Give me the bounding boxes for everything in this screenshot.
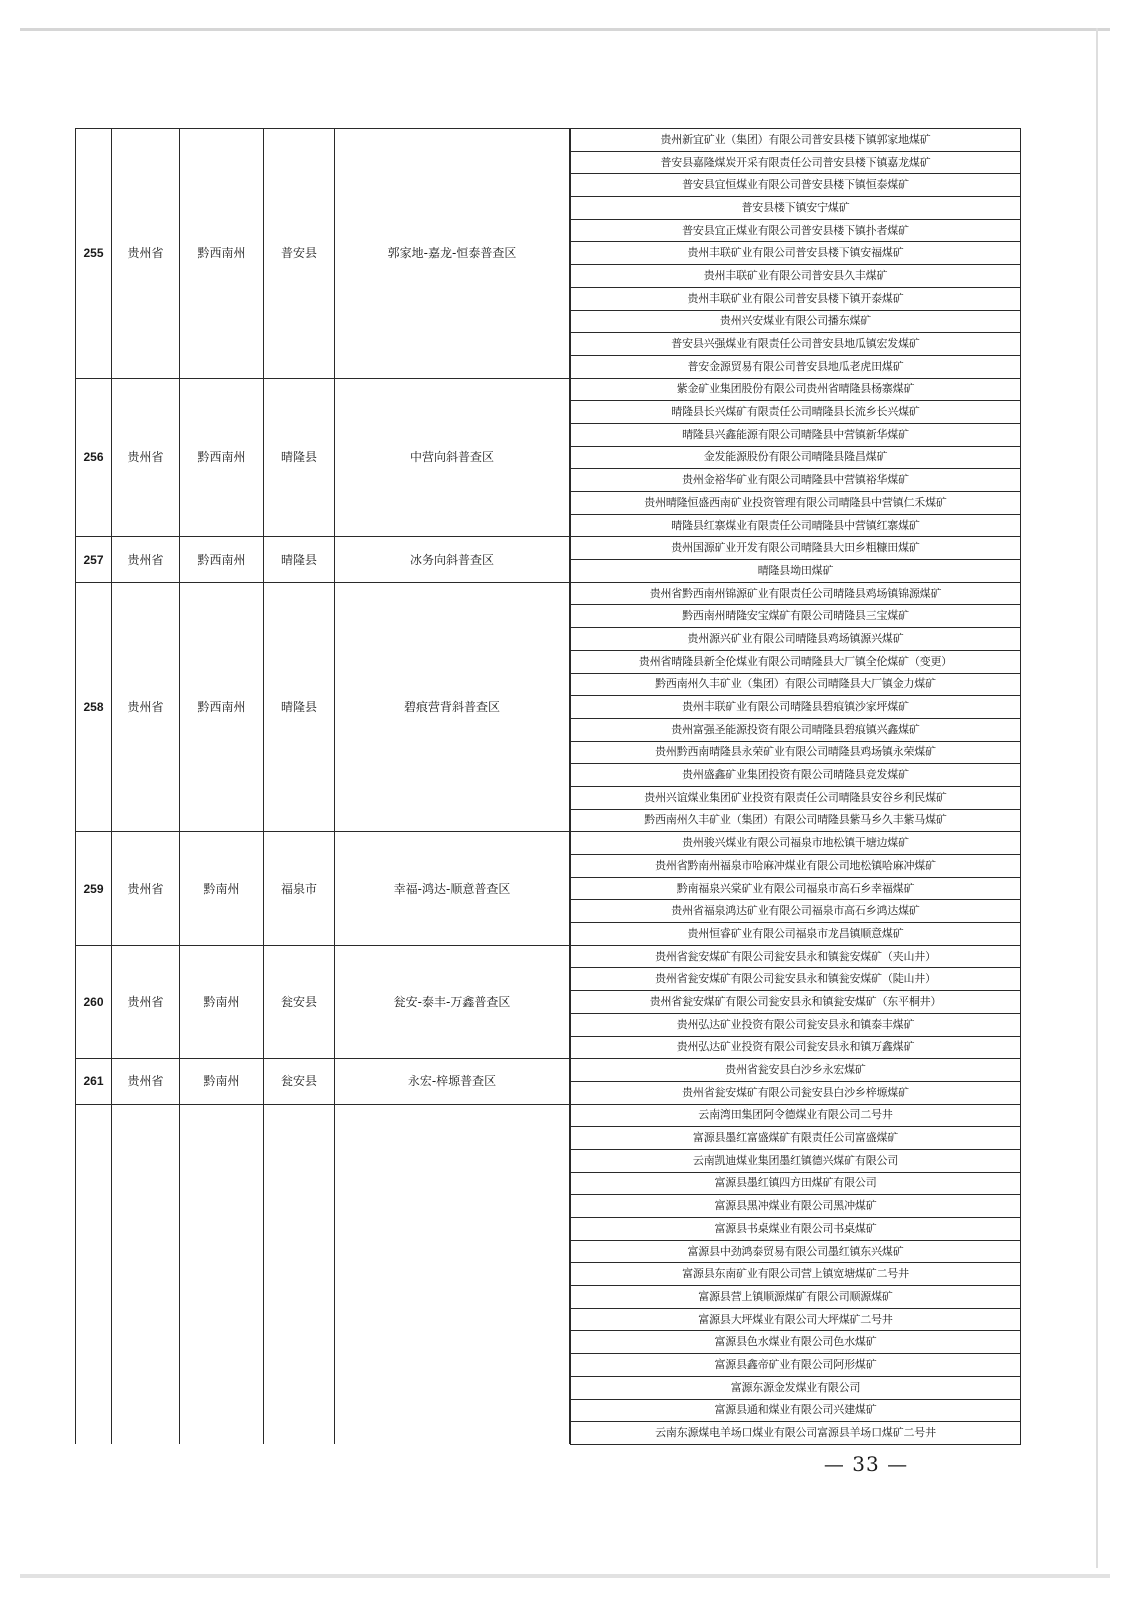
mine-name-cell: 贵州省瓮安煤矿有限公司瓮安县永和镇瓮安煤矿（夹山井） bbox=[571, 945, 1021, 968]
mine-name-cell: 晴隆县长兴煤矿有限责任公司晴隆县长流乡长兴煤矿 bbox=[571, 401, 1021, 424]
mine-name-cell: 富源东源金发煤业有限公司 bbox=[571, 1376, 1021, 1399]
province-cell bbox=[112, 1104, 180, 1444]
mine-name-cell: 贵州省瓮安煤矿有限公司瓮安县永和镇瓮安煤矿（东平桐井） bbox=[571, 991, 1021, 1014]
province-cell: 贵州省 bbox=[112, 129, 180, 379]
mine-name-cell: 贵州丰联矿业有限公司普安县楼下镇开泰煤矿 bbox=[571, 287, 1021, 310]
row-number: 258 bbox=[76, 582, 112, 832]
mine-name-cell: 富源县营上镇顺源煤矿有限公司顺源煤矿 bbox=[571, 1286, 1021, 1309]
county-cell: 福泉市 bbox=[264, 832, 335, 945]
mine-name-cell: 黔西南州晴隆安宝煤矿有限公司晴隆县三宝煤矿 bbox=[571, 605, 1021, 628]
county-cell: 晴隆县 bbox=[264, 537, 335, 582]
mine-name-cell: 黔南福泉兴棠矿业有限公司福泉市高石乡幸福煤矿 bbox=[571, 877, 1021, 900]
mine-name-cell: 晴隆县红寨煤业有限责任公司晴隆县中营镇红寨煤矿 bbox=[571, 514, 1021, 537]
city-cell: 黔西南州 bbox=[180, 378, 264, 537]
mine-name-cell: 贵州省晴隆县新全伦煤业有限公司晴隆县大厂镇全伦煤矿（变更） bbox=[571, 650, 1021, 673]
city-cell: 黔西南州 bbox=[180, 582, 264, 832]
mine-name-cell: 贵州省黔南州福泉市哈麻冲煤业有限公司地松镇哈麻冲煤矿 bbox=[571, 855, 1021, 878]
mine-name-cell: 富源县色水煤业有限公司色水煤矿 bbox=[571, 1331, 1021, 1354]
table-row bbox=[76, 582, 1021, 605]
survey-area-cell: 永宏-梓塬普查区 bbox=[335, 1059, 570, 1104]
table-row bbox=[76, 1059, 1021, 1082]
survey-area-cell: 瓮安-泰丰-万鑫普查区 bbox=[335, 945, 570, 1058]
city-cell: 黔南州 bbox=[180, 1059, 264, 1104]
county-cell: 晴隆县 bbox=[264, 378, 335, 537]
mine-name-cell: 贵州金裕华矿业有限公司晴隆县中营镇裕华煤矿 bbox=[571, 469, 1021, 492]
mine-name-cell: 贵州新宜矿业（集团）有限公司普安县楼下镇郭家地煤矿 bbox=[571, 129, 1021, 152]
mine-name-cell: 普安县宜正煤业有限公司普安县楼下镇扑者煤矿 bbox=[571, 219, 1021, 242]
county-cell: 瓮安县 bbox=[264, 945, 335, 1058]
mine-name-cell: 普安县宜恒煤业有限公司普安县楼下镇恒泰煤矿 bbox=[571, 174, 1021, 197]
row-number: 257 bbox=[76, 537, 112, 582]
city-cell bbox=[180, 1104, 264, 1444]
mine-name-cell: 富源县墨红镇四方田煤矿有限公司 bbox=[571, 1172, 1021, 1195]
mine-name-cell: 贵州省瓮安煤矿有限公司瓮安县永和镇瓮安煤矿（陡山井） bbox=[571, 968, 1021, 991]
mine-name-cell: 贵州弘达矿业投资有限公司瓮安县永和镇万鑫煤矿 bbox=[571, 1036, 1021, 1059]
mine-name-cell: 普安县楼下镇安宁煤矿 bbox=[571, 197, 1021, 220]
mine-name-cell: 金发能源股份有限公司晴隆县隆昌煤矿 bbox=[571, 446, 1021, 469]
mine-name-cell: 贵州盛鑫矿业集团投资有限公司晴隆县竞发煤矿 bbox=[571, 764, 1021, 787]
row-number: 256 bbox=[76, 378, 112, 537]
survey-area-cell: 碧痕营背斜普查区 bbox=[335, 582, 570, 832]
county-cell: 瓮安县 bbox=[264, 1059, 335, 1104]
city-cell: 黔西南州 bbox=[180, 129, 264, 379]
survey-area-cell: 冰务向斜普查区 bbox=[335, 537, 570, 582]
mine-name-cell: 云南东源煤电羊场口煤业有限公司富源县羊场口煤矿二号井 bbox=[571, 1422, 1021, 1445]
mine-name-cell: 贵州源兴矿业有限公司晴隆县鸡场镇源兴煤矿 bbox=[571, 628, 1021, 651]
mine-name-cell: 贵州骏兴煤业有限公司福泉市地松镇干塘边煤矿 bbox=[571, 832, 1021, 855]
county-cell bbox=[264, 1104, 335, 1444]
mine-name-cell: 富源县书桌煤业有限公司书桌煤矿 bbox=[571, 1218, 1021, 1241]
mine-name-cell: 贵州丰联矿业有限公司普安县久丰煤矿 bbox=[571, 265, 1021, 288]
survey-area-cell: 中营向斜普查区 bbox=[335, 378, 570, 537]
table-row bbox=[76, 1104, 1021, 1127]
mine-name-cell: 贵州国源矿业开发有限公司晴隆县大田乡粗糠田煤矿 bbox=[571, 537, 1021, 560]
province-cell: 贵州省 bbox=[112, 378, 180, 537]
mine-name-cell: 普安县兴强煤业有限责任公司普安县地瓜镇宏发煤矿 bbox=[571, 333, 1021, 356]
mine-name-cell: 黔西南州久丰矿业（集团）有限公司晴隆县紫马乡久丰紫马煤矿 bbox=[571, 809, 1021, 832]
county-cell: 普安县 bbox=[264, 129, 335, 379]
mine-name-cell: 贵州晴隆恒盛西南矿业投资管理有限公司晴隆县中营镇仁禾煤矿 bbox=[571, 492, 1021, 515]
mine-name-cell: 贵州黔西南晴隆县永荣矿业有限公司晴隆县鸡场镇永荣煤矿 bbox=[571, 741, 1021, 764]
scan-edge-bottom bbox=[20, 1574, 1110, 1578]
mine-name-cell: 紫金矿业集团股份有限公司贵州省晴隆县杨寨煤矿 bbox=[571, 378, 1021, 401]
mine-name-cell: 贵州兴安煤业有限公司播东煤矿 bbox=[571, 310, 1021, 333]
mine-name-cell: 贵州省瓮安煤矿有限公司瓮安县白沙乡梓塬煤矿 bbox=[571, 1081, 1021, 1104]
city-cell: 黔南州 bbox=[180, 945, 264, 1058]
mine-name-cell: 贵州兴谊煤业集团矿业投资有限责任公司晴隆县安谷乡利民煤矿 bbox=[571, 786, 1021, 809]
province-cell: 贵州省 bbox=[112, 1059, 180, 1104]
mine-name-cell: 云南湾田集团阿令德煤业有限公司二号井 bbox=[571, 1104, 1021, 1127]
row-number bbox=[76, 1104, 112, 1444]
mine-name-cell: 普安县嘉隆煤炭开采有限责任公司普安县楼下镇嘉龙煤矿 bbox=[571, 151, 1021, 174]
row-number: 255 bbox=[76, 129, 112, 379]
mine-name-cell: 富源县大坪煤业有限公司大坪煤矿二号井 bbox=[571, 1308, 1021, 1331]
province-cell: 贵州省 bbox=[112, 582, 180, 832]
mine-name-cell: 贵州丰联矿业有限公司晴隆县碧痕镇沙家坪煤矿 bbox=[571, 696, 1021, 719]
mine-name-cell: 富源县中劲鸿泰贸易有限公司墨红镇东兴煤矿 bbox=[571, 1240, 1021, 1263]
mine-name-cell: 晴隆县兴鑫能源有限公司晴隆县中营镇新华煤矿 bbox=[571, 423, 1021, 446]
mine-name-cell: 富源县鑫帝矿业有限公司阿形煤矿 bbox=[571, 1354, 1021, 1377]
county-cell: 晴隆县 bbox=[264, 582, 335, 832]
mine-name-cell: 贵州丰联矿业有限公司普安县楼下镇安福煤矿 bbox=[571, 242, 1021, 265]
province-cell: 贵州省 bbox=[112, 832, 180, 945]
mine-name-cell: 普安金源贸易有限公司普安县地瓜老虎田煤矿 bbox=[571, 355, 1021, 378]
row-number: 261 bbox=[76, 1059, 112, 1104]
city-cell: 黔西南州 bbox=[180, 537, 264, 582]
survey-area-cell: 幸福-鸿达-顺意普查区 bbox=[335, 832, 570, 945]
mine-name-cell: 富源县墨红富盛煤矿有限责任公司富盛煤矿 bbox=[571, 1127, 1021, 1150]
mine-name-cell: 贵州恒睿矿业有限公司福泉市龙昌镇顺意煤矿 bbox=[571, 923, 1021, 946]
city-cell: 黔南州 bbox=[180, 832, 264, 945]
survey-area-cell: 郭家地-嘉龙-恒泰普查区 bbox=[335, 129, 570, 379]
mine-name-cell: 富源县东南矿业有限公司营上镇宽塘煤矿二号井 bbox=[571, 1263, 1021, 1286]
row-number: 259 bbox=[76, 832, 112, 945]
mine-name-cell: 贵州省福泉鸿达矿业有限公司福泉市高石乡鸿达煤矿 bbox=[571, 900, 1021, 923]
scan-edge-top bbox=[20, 28, 1110, 31]
table-row bbox=[76, 832, 1021, 855]
coal-mine-table bbox=[75, 128, 1021, 1445]
table-row bbox=[76, 945, 1021, 968]
mine-name-cell: 黔西南州久丰矿业（集团）有限公司晴隆县大厂镇金力煤矿 bbox=[571, 673, 1021, 696]
mine-name-cell: 贵州省黔西南州锦源矿业有限责任公司晴隆县鸡场镇锦源煤矿 bbox=[571, 582, 1021, 605]
table-row bbox=[76, 129, 1021, 152]
table-row bbox=[76, 378, 1021, 401]
mine-name-cell: 贵州弘达矿业投资有限公司瓮安县永和镇泰丰煤矿 bbox=[571, 1013, 1021, 1036]
mine-name-cell: 富源县黑冲煤业有限公司黑冲煤矿 bbox=[571, 1195, 1021, 1218]
mine-name-cell: 贵州省瓮安县白沙乡永宏煤矿 bbox=[571, 1059, 1021, 1082]
table-row bbox=[76, 537, 1021, 560]
scan-edge-right bbox=[1096, 28, 1098, 1568]
mine-name-cell: 晴隆县坳田煤矿 bbox=[571, 560, 1021, 583]
survey-area-cell bbox=[335, 1104, 570, 1444]
mine-name-cell: 云南凯迪煤业集团墨红镇德兴煤矿有限公司 bbox=[571, 1149, 1021, 1172]
province-cell: 贵州省 bbox=[112, 945, 180, 1058]
row-number: 260 bbox=[76, 945, 112, 1058]
mine-name-cell: 富源县通和煤业有限公司兴建煤矿 bbox=[571, 1399, 1021, 1422]
province-cell: 贵州省 bbox=[112, 537, 180, 582]
page-number: — 33 — bbox=[823, 1452, 909, 1476]
mine-name-cell: 贵州富强圣能源投资有限公司晴隆县碧痕镇兴鑫煤矿 bbox=[571, 718, 1021, 741]
